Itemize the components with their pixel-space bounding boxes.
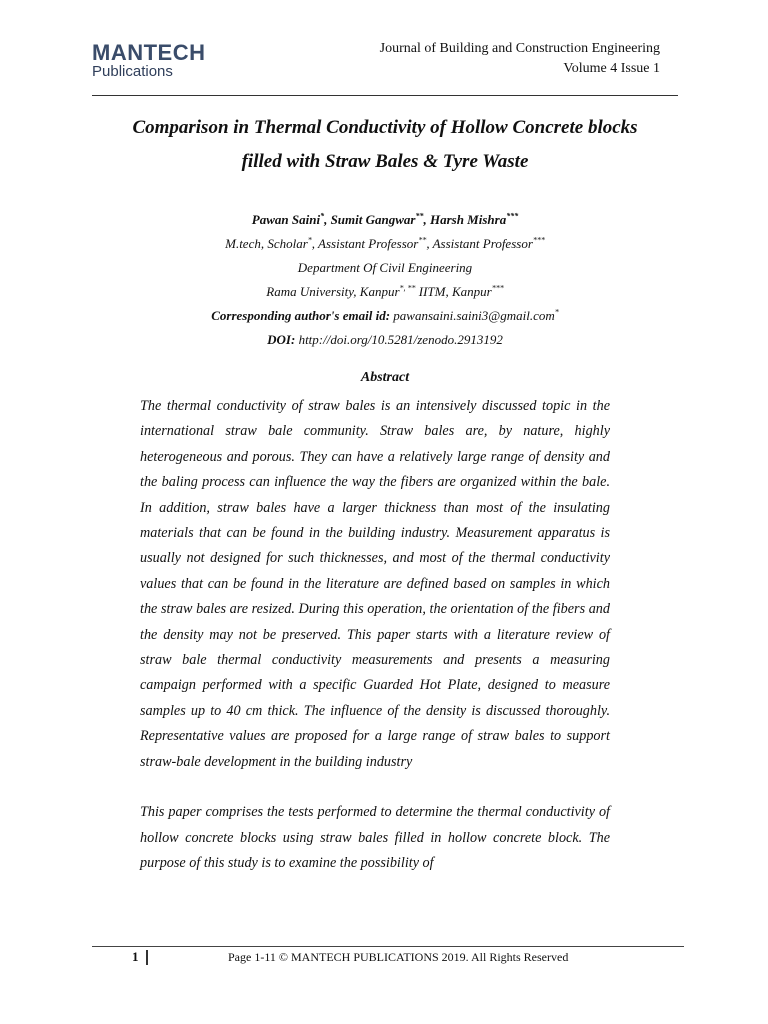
author-role: Assistant Professor (432, 236, 533, 251)
author-roles: M.tech, Scholar*, Assistant Professor**, Assistant Professor*** (225, 235, 545, 251)
header-divider (92, 95, 678, 96)
email-label: Corresponding author's email id: (211, 308, 391, 323)
logo-wordmark: MANTECH (92, 40, 206, 65)
abstract-body (140, 394, 610, 876)
footer-divider (92, 946, 684, 947)
doi-link[interactable]: http://doi.org/10.5281/zenodo.2913192 (295, 332, 503, 347)
running-header (380, 39, 660, 79)
author-role: M.tech, Scholar (225, 236, 308, 251)
title-line-2: filled with Straw Bales & Tyre Waste (241, 151, 529, 172)
author-mark: * (320, 211, 325, 221)
doi-label: DOI: (267, 332, 296, 347)
page-number: 1 (132, 949, 139, 964)
corresponding-email (92, 304, 678, 328)
role-mark: * (307, 235, 312, 245)
abstract-heading: Abstract (360, 370, 410, 385)
affiliation-1-mark: *, ** (399, 283, 416, 293)
author-names: Pawan Saini*, Sumit Gangwar**, Harsh Mishra*** (251, 211, 519, 227)
page-number-bar (146, 950, 148, 965)
role-mark: ** (418, 235, 427, 245)
volume-issue: Volume 4 Issue 1 (563, 61, 660, 76)
abstract-paragraph-2: This paper comprises the tests performed to determine the thermal conductivity of hollow concrete blocks using straw bales filled in hollow concrete block. The purpose of this study is to examine the possibility of (140, 804, 610, 871)
affiliation-1: Rama University, Kanpur (266, 284, 400, 299)
doi-line (92, 328, 678, 352)
author-mark: ** (415, 211, 424, 221)
title-line-1: Comparison in Thermal Conductivity of Hollow Concrete blocks (132, 117, 638, 138)
email-mark: * (554, 307, 559, 317)
logo-subtitle: Publications (92, 63, 173, 80)
author-block (92, 208, 678, 352)
copyright-footer: Page 1-11 © MANTECH PUBLICATIONS 2019. All Rights Reserved (228, 950, 569, 964)
role-mark: *** (532, 235, 545, 245)
journal-name: Journal of Building and Construction Engineering (379, 41, 660, 56)
author-name: Sumit Gangwar (330, 212, 416, 227)
paper-title (92, 111, 678, 179)
author-name: Harsh Mishra (429, 212, 507, 227)
department: Department Of Civil Engineering (297, 260, 473, 275)
abstract-paragraph-1: The thermal conductivity of straw bales is an intensively discussed topic in the international straw bale community. Straw bales are, by nature, highly heterogeneous and porous. They can have a relatively large range of density and the baling process can influence the way the fibers are organized within the bale. In addition, straw bales have a larger thickness than most of the insulating materials that can be found in the building industry. Measurement apparatus is usually not designed for such thicknesses, and most of the thermal conductivity values that can be found in the literature are defined based on samples in which the straw bales are resized. During this operation, the orientation of the fibers and the density may not be preserved. This paper starts with a literature review of straw bale thermal conductivity measurements and presents a measuring campaign performed with a specific Guarded Hot Plate, designed to measure samples up to 40 cm thick. The influence of the density is discussed thoroughly. Representative values are proposed for a large range of straw bales to support straw-bale development in the building industry (140, 398, 610, 770)
author-name: Pawan Saini (251, 212, 321, 227)
author-role: Assistant Professor (318, 236, 419, 251)
affiliations (92, 280, 678, 304)
email-link[interactable]: pawansaini.saini3@gmail.com (390, 308, 555, 323)
author-mark: *** (506, 211, 519, 221)
publisher-logo (92, 40, 206, 82)
affiliation-2: IITM, Kanpur (415, 284, 492, 299)
affiliation-2-mark: *** (491, 283, 504, 293)
